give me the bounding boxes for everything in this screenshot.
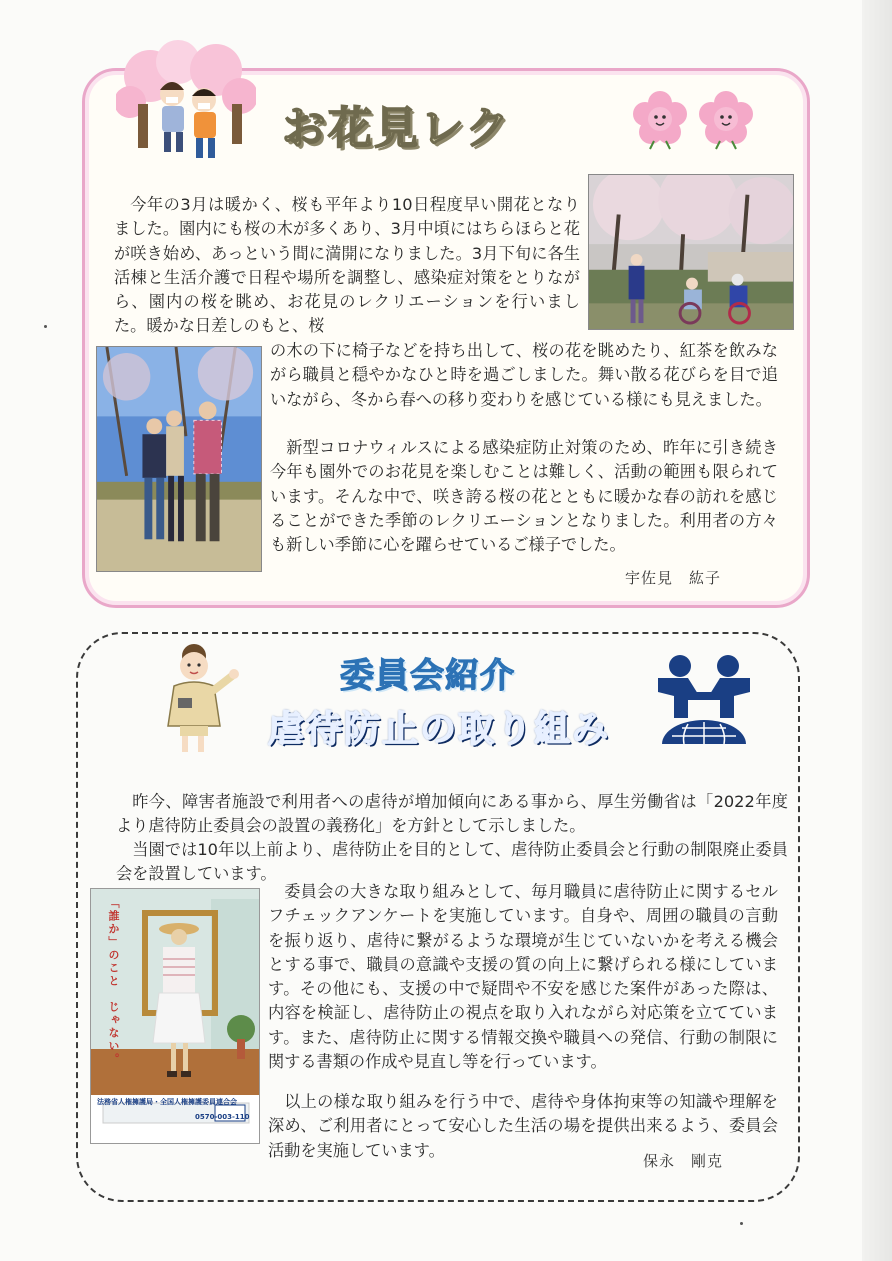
scan-speck <box>740 1222 743 1225</box>
iinkai-paragraph-3: 委員会の大きな取り組みとして、毎月職員に虐待防止に関するセルフチェックアンケートを実施しています。自身や、周囲の職員の言動を振り返り、虐待に繋がるような環境が生じていないかを考える機会とする事で、職員の意識や支援の質の向上に繋げられる様にしています。その他にも、支援の中で疑問や不安を感じた案件があった際は、内容を検証し、虐待防止の視点を取り入れながら対応策を立てています。また、虐待防止に関する情報交換や職員への発信、行動の制限に関する書類の作成や見直し等を行っています。 <box>268 882 778 1072</box>
hanami-author: 宇佐見 紘子 <box>625 569 722 587</box>
poster-phone: 0570-003-110 <box>195 1113 250 1121</box>
page-edge-shadow <box>862 0 892 1261</box>
hanami-paragraph-2: の木の下に椅子などを持ち出して、桜の花を眺めたり、紅茶を飲みながら職員と穏やかなひと時を過ごしました。舞い散る花びらを目で追いながら、冬から春への移り変わりを感じている様にも見えました。 <box>270 341 778 409</box>
poster-org: 法務省人権擁護局・全国人権擁護委員連合会 <box>97 1098 237 1106</box>
scan-speck <box>44 325 47 328</box>
sakura-kids-clipart <box>116 40 256 164</box>
hanami-title: お花見レク <box>282 103 512 154</box>
reporter-clipart <box>150 640 242 756</box>
iinkai-paragraph-1: 昨今、障害者施設で利用者への虐待が増加傾向にある事から、厚生労働省は「2022年度より虐待防止委員会の設置の義務化」を方針として示しました。 <box>116 792 788 836</box>
iinkai-paragraph-2: 当園では10年以上前より、虐待防止を目的として、虐待防止委員会と行動の制限廃止委員会を設置しています。 <box>116 840 788 884</box>
hanami-paragraph-3: 新型コロナウィルスによる感染症防止対策のため、昨年に引き続き今年も園外でのお花見を楽しむことは難しく、活動の範囲も限られています。そんな中で、咲き誇る桜の花とともに暖かな春の訪れを感じることができた季節のレクリエーションとなりました。利用者の方々も新しい季節に心を躍らせているご様子でした。 <box>270 438 778 555</box>
human-rights-poster <box>90 888 260 1144</box>
hanami-photo-group <box>96 346 262 572</box>
hanami-photo-park <box>588 174 794 330</box>
iinkai-title: 委員会紹介 <box>340 656 515 696</box>
iinkai-paragraph-4: 以上の様な取り組みを行う中で、虐待や身体拘束等の知識や理解を深め、ご利用者にとって安心した生活の場を提供出来るよう、委員会活動を実施しています。 <box>268 1092 778 1160</box>
iinkai-subtitle: 虐待防止の取り組み <box>268 709 611 750</box>
sakura-flower-face-icon <box>626 86 760 152</box>
iinkai-author: 保永 剛克 <box>643 1152 724 1170</box>
human-rights-logo-icon <box>652 652 756 748</box>
poster-vertical-text: 「誰か」のこと じゃない。 <box>107 897 120 1066</box>
hanami-paragraph-1: 今年の3月は暖かく、桜も平年より10日程度早い開花となりました。園内にも桜の木が多くあり、3月中頃にはちらほらと花が咲き始め、あっという間に満開になりました。3月下旬に各生活棟と生活介護で日程や場所を調整し、感染症対策をとりながら、園内の桜を眺め、お花見のレクリエーションを行いました。暖かな日差しのもと、桜 <box>114 195 580 336</box>
